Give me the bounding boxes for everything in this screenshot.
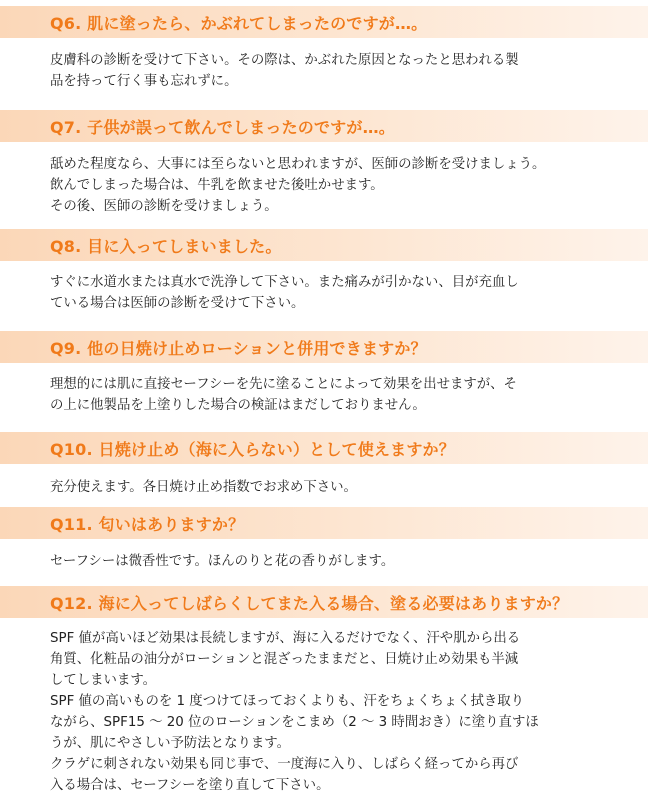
question-header [0,331,648,363]
question-text: Q8. 目に入ってしまいました。 [50,236,282,256]
answer-text [50,374,606,416]
answer-line: 入る場合は、セーフシーを塗り直して下さい。 [50,778,330,793]
answer-text [50,50,606,92]
question-header [0,110,648,142]
answer-line: 飲んでしまった場合は、牛乳を飲ませた後吐かせます。 [50,178,384,193]
answer-line: クラゲに刺されない効果も同じ事で、一度海に入り、しばらく経ってから再び [50,757,519,772]
question-header [0,507,648,539]
question-header [0,6,648,38]
question-text: Q6. 肌に塗ったら、かぶれてしまったのですが…。 [50,13,428,33]
question-text: Q10. 日焼け止め（海に入らない）として使えますか？ [50,439,455,459]
question-header [0,432,648,464]
question-text: Q7. 子供が誤って飲んでしまったのですが…。 [50,117,395,137]
answer-text [50,477,606,498]
answer-line: 充分使えます。各日焼け止め指数でお求め下さい。 [50,480,357,495]
answer-line: その後、医師の診断を受けましょう。 [50,199,278,214]
answer-line: 皮膚科の診断を受けて下さい。その際は、かぶれた原因となったと思われる製 [50,53,519,68]
answer-line: 舐めた程度なら、大事には至らないと思われますが、医師の診断を受けましょう。 [50,157,546,172]
answer-line: うが、肌にやさしい予防法となります。 [50,736,290,751]
question-text: Q9. 他の日焼け止めローションと併用できますか？ [50,338,427,358]
question-text: Q11. 匂いはありますか？ [50,514,245,534]
answer-line: 角質、化粧品の油分がローションと混ざったままだと、日焼け止め効果も半減 [50,652,519,667]
answer-line: すぐに水道水または真水で洗浄して下さい。また痛みが引かない、目が充血し [50,275,519,290]
answer-line: セーフシーは微香性です。ほんのりと花の香りがします。 [50,554,395,569]
question-header [0,586,648,618]
answer-text [50,154,606,217]
answer-line: 品を持って行く事も忘れずに。 [50,74,238,89]
answer-line: 理想的には肌に直接セーフシーを先に塗ることによって効果を出せますが、そ [50,377,517,392]
answer-line: の上に他製品を上塗りした場合の検証はまだしておりません。 [50,398,426,413]
answer-line: SPF 値の高いものを 1 度つけてほっておくよりも、汗をちょくちょく拭き取り [50,694,525,709]
answer-text [50,272,606,314]
answer-line: ている場合は医師の診断を受けて下さい。 [50,296,305,311]
answer-text [50,551,606,572]
question-text: Q12. 海に入ってしばらくしてまた入る場合、塗る必要はありますか？ [50,593,569,613]
answer-line: してしまいます。 [50,673,157,688]
answer-line: ながら、SPF15 ～ 20 位のローションをこまめ（2 ～ 3 時間おき）に塗り直すほ [50,715,539,730]
answer-text [50,628,606,796]
answer-line: SPF 値が高いほど効果は長続しますが、海に入るだけでなく、汗や肌から出る [50,631,521,646]
question-header [0,229,648,261]
